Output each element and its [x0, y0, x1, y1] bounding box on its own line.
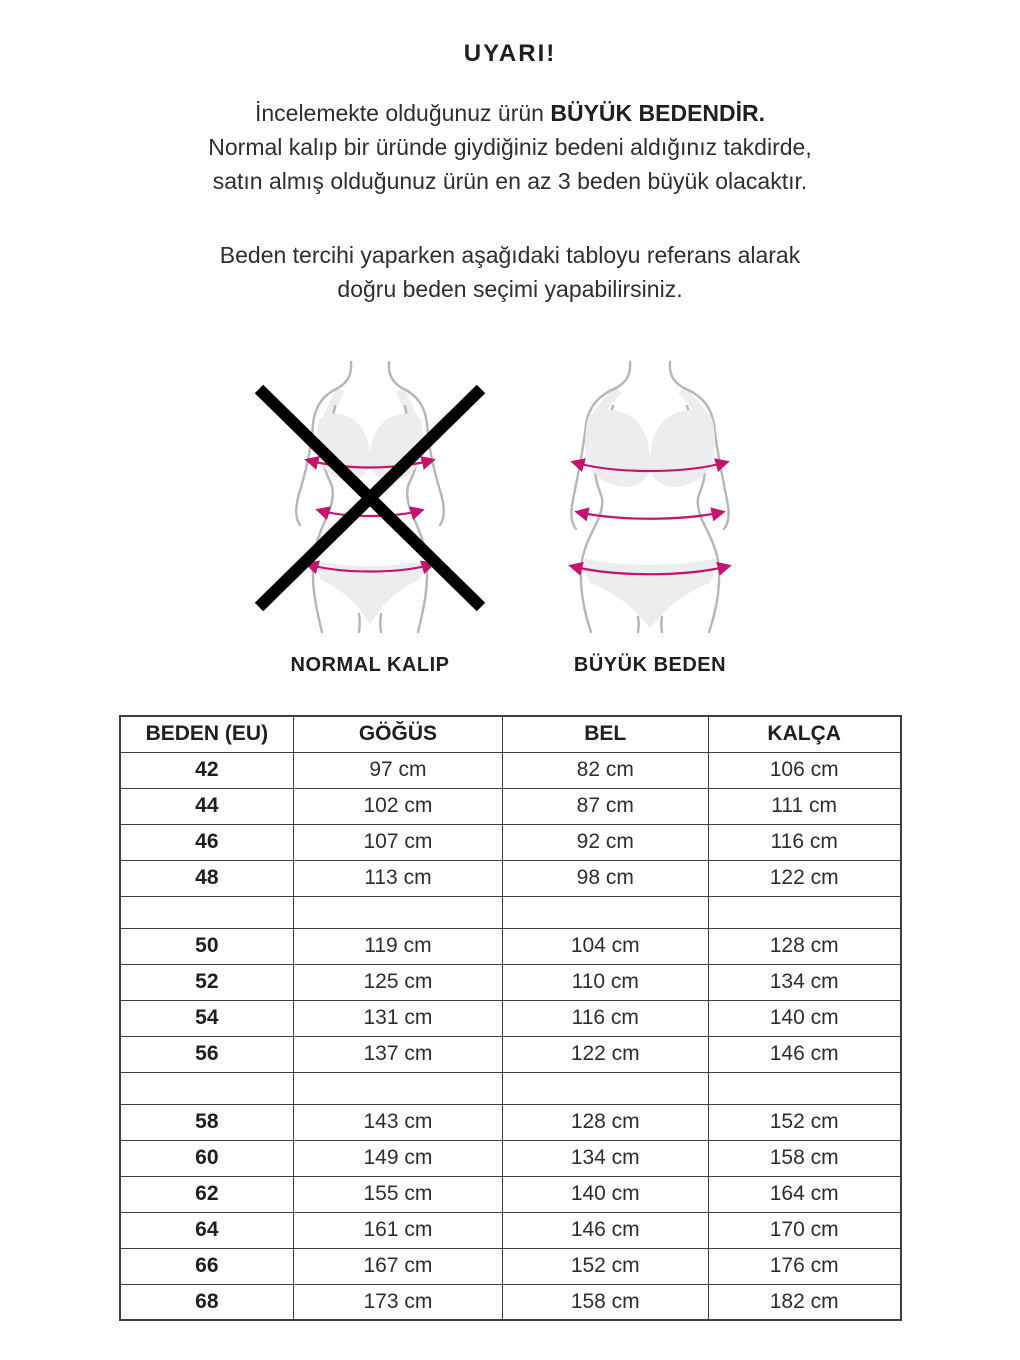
chest-cell: 131 cm: [294, 1000, 503, 1036]
chest-cell: 137 cm: [294, 1036, 503, 1072]
warning-line-1-bold: BÜYÜK BEDENDİR.: [550, 100, 766, 126]
empty-cell: [294, 1072, 503, 1104]
hip-cell: 140 cm: [708, 1000, 900, 1036]
size-row: [120, 788, 901, 824]
size-row: [120, 928, 901, 964]
waist-cell: 158 cm: [502, 1284, 708, 1320]
waist-cell: 82 cm: [502, 752, 708, 788]
hip-cell: 106 cm: [708, 752, 900, 788]
figures-section: [0, 362, 1020, 677]
waist-cell: 92 cm: [502, 824, 708, 860]
neck-line: [616, 362, 630, 388]
warning-line-1: [0, 96, 1020, 130]
warning-line-5: doğru beden seçimi yapabilirsiniz.: [337, 276, 683, 302]
size-cell: 46: [120, 824, 294, 860]
warning-line-1-regular: İncelemekte olduğunuz ürün: [254, 100, 551, 126]
warning-line-3: satın almış olduğunuz ürün en az 3 beden büyük olacaktır.: [212, 168, 808, 194]
body-illustration-plus: [535, 362, 765, 632]
chest-cell: 161 cm: [294, 1212, 503, 1248]
table-spacer-row: [120, 1072, 901, 1104]
warning-paragraph-1: [0, 96, 1020, 198]
header-cell-size: BEDEN (EU): [120, 716, 294, 752]
hip-cell: 158 cm: [708, 1140, 900, 1176]
normal-fit-figure: [255, 362, 485, 677]
hip-cell: 182 cm: [708, 1284, 900, 1320]
waist-cell: 152 cm: [502, 1248, 708, 1284]
hip-cell: 146 cm: [708, 1036, 900, 1072]
warning-line-2: Normal kalıp bir üründe giydiğiniz bedeni aldığınız takdirde,: [208, 134, 812, 160]
neck-line: [670, 362, 684, 388]
size-row: [120, 1036, 901, 1072]
waist-cell: 116 cm: [502, 1000, 708, 1036]
size-cell: 62: [120, 1176, 294, 1212]
waist-cell: 104 cm: [502, 928, 708, 964]
empty-cell: [120, 896, 294, 928]
waist-cell: 140 cm: [502, 1176, 708, 1212]
chest-cell: 107 cm: [294, 824, 503, 860]
size-cell: 68: [120, 1284, 294, 1320]
waist-cell: 134 cm: [502, 1140, 708, 1176]
size-row: [120, 824, 901, 860]
size-row: [120, 860, 901, 896]
chest-cell: 143 cm: [294, 1104, 503, 1140]
hip-cell: 116 cm: [708, 824, 900, 860]
size-cell: 58: [120, 1104, 294, 1140]
hip-cell: 152 cm: [708, 1104, 900, 1140]
chest-cell: 149 cm: [294, 1140, 503, 1176]
header-cell-hip: KALÇA: [708, 716, 900, 752]
size-table: [119, 715, 902, 1321]
chest-cell: 173 cm: [294, 1284, 503, 1320]
waist-cell: 87 cm: [502, 788, 708, 824]
plus-size-label: BÜYÜK BEDEN: [573, 654, 727, 676]
size-cell: 56: [120, 1036, 294, 1072]
chest-cell: 125 cm: [294, 964, 503, 1000]
hip-cell: 164 cm: [708, 1176, 900, 1212]
normal-fit-label: NORMAL KALIP: [290, 654, 450, 676]
size-cell: 48: [120, 860, 294, 896]
header-cell-chest: GÖĞÜS: [294, 716, 503, 752]
hip-cell: 128 cm: [708, 928, 900, 964]
waist-cell: 98 cm: [502, 860, 708, 896]
size-cell: 42: [120, 752, 294, 788]
size-cell: 54: [120, 1000, 294, 1036]
normal-fit-illustration: [255, 362, 485, 632]
waist-cell: 146 cm: [502, 1212, 708, 1248]
chest-cell: 155 cm: [294, 1176, 503, 1212]
hip-cell: 176 cm: [708, 1248, 900, 1284]
size-row: [120, 1284, 901, 1320]
empty-cell: [502, 1072, 708, 1104]
size-table-header-row: [120, 716, 901, 752]
size-cell: 52: [120, 964, 294, 1000]
chest-cell: 113 cm: [294, 860, 503, 896]
hip-cell: 122 cm: [708, 860, 900, 896]
chest-cell: 97 cm: [294, 752, 503, 788]
size-row: [120, 1104, 901, 1140]
chest-cell: 119 cm: [294, 928, 503, 964]
hip-cell: 170 cm: [708, 1212, 900, 1248]
leg-line: [661, 617, 662, 632]
empty-cell: [120, 1072, 294, 1104]
size-cell: 44: [120, 788, 294, 824]
empty-cell: [708, 1072, 900, 1104]
header-cell-waist: BEL: [502, 716, 708, 752]
warning-paragraph-2: [0, 238, 1020, 306]
hip-cell: 111 cm: [708, 788, 900, 824]
hip-cell: 134 cm: [708, 964, 900, 1000]
plus-size-figure: [535, 362, 765, 677]
size-row: [120, 1176, 901, 1212]
chest-cell: 102 cm: [294, 788, 503, 824]
table-spacer-row: [120, 896, 901, 928]
size-row: [120, 1140, 901, 1176]
size-row: [120, 1248, 901, 1284]
size-cell: 50: [120, 928, 294, 964]
empty-cell: [294, 896, 503, 928]
warning-title: UYARI!: [463, 40, 557, 67]
cross-out-icon: [255, 362, 485, 632]
size-cell: 60: [120, 1140, 294, 1176]
plus-size-illustration: [535, 362, 765, 632]
waist-cell: 128 cm: [502, 1104, 708, 1140]
empty-cell: [708, 896, 900, 928]
chest-cell: 167 cm: [294, 1248, 503, 1284]
leg-line: [638, 617, 639, 632]
warning-section: [0, 0, 1020, 306]
size-row: [120, 964, 901, 1000]
size-row: [120, 752, 901, 788]
warning-line-4: Beden tercihi yaparken aşağıdaki tabloyu referans alarak: [219, 242, 801, 268]
waist-cell: 110 cm: [502, 964, 708, 1000]
size-row: [120, 1000, 901, 1036]
size-cell: 66: [120, 1248, 294, 1284]
size-row: [120, 1212, 901, 1248]
waist-cell: 122 cm: [502, 1036, 708, 1072]
panty-shape: [583, 558, 717, 628]
size-cell: 64: [120, 1212, 294, 1248]
empty-cell: [502, 896, 708, 928]
